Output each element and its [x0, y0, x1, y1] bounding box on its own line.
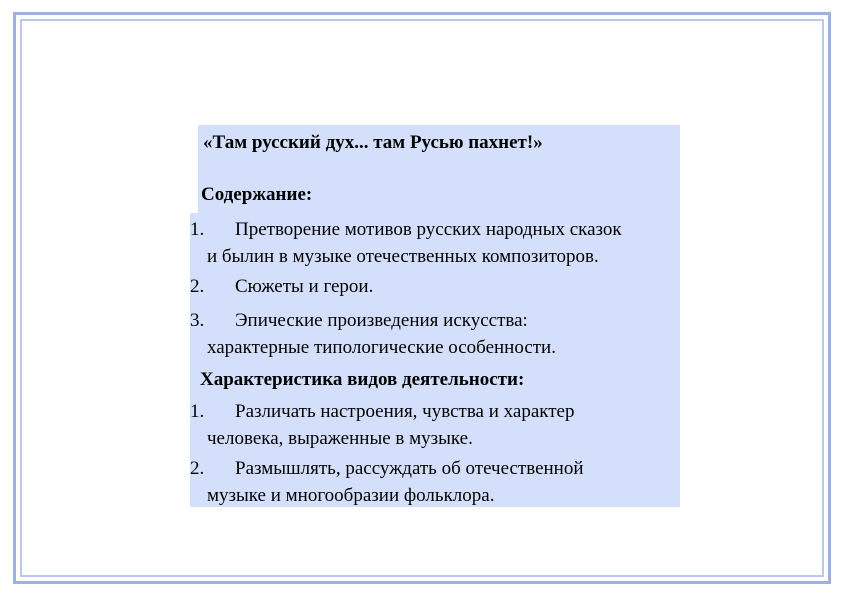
list-item-line: Различать настроения, чувства и характер: [235, 401, 575, 422]
list-number: 1.: [190, 219, 205, 240]
list-item-line: Эпические произведения искусства:: [235, 310, 528, 331]
list-item-line: Претворение мотивов русских народных сказок: [235, 219, 622, 240]
section-heading-content: Содержание:: [201, 184, 313, 205]
list-item-line: Сюжеты и герои.: [235, 276, 374, 297]
list-number: 2.: [190, 276, 205, 297]
list-number: 2.: [190, 458, 205, 479]
list-item-line: человека, выраженные в музыке.: [207, 428, 473, 449]
list-item-line: характерные типологические особенности.: [207, 337, 556, 358]
section-heading-activities: Характеристика видов деятельности:: [200, 369, 525, 390]
list-number: 1.: [190, 401, 205, 422]
list-number: 3.: [190, 310, 205, 331]
list-item-line: и былин в музыке отечественных композиторов.: [207, 246, 599, 267]
list-item-line: музыке и многообразии фольклора.: [207, 485, 495, 506]
list-item-line: Размышлять, рассуждать об отечественной: [235, 458, 584, 479]
slide-title: «Там русский дух... там Русью пахнет!»: [203, 132, 543, 153]
